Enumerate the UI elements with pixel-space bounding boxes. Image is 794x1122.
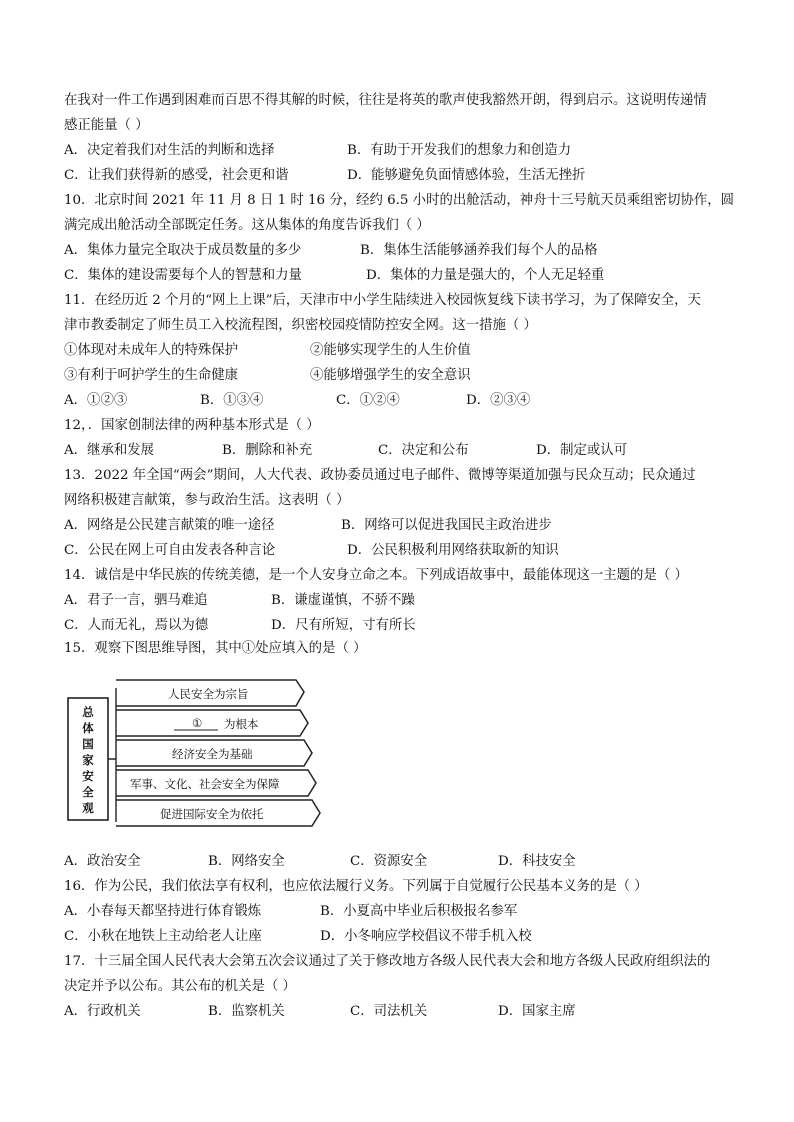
mind-map-root-text: 总体国家安全观 [82, 705, 94, 815]
q14-option-b: B．谦虚谨慎，不骄不躁 [271, 593, 415, 608]
q11-statement-3: ③有利于呵护学生的生命健康 [64, 368, 239, 383]
mind-map-box-2 [116, 710, 308, 736]
q11-option-b: B．①③④ [200, 393, 264, 408]
q9-option-b: B．有助于开发我们的想象力和创造力 [347, 143, 572, 158]
q16-stem: 16．作为公民，我们依法享有权利，也应依法履行义务。下列属于自觉履行公民基本义务的是（ ） [64, 879, 648, 894]
q10-stem-line1: 10．北京时间 2021 年 11 月 8 日 1 时 16 分，经约 6.5 小时的出舱活动，神舟十三号航天员乘组密切协作，圆 [64, 193, 735, 208]
q13-stem-line2: 网络积极建言献策，参与政治生活。这表明（ ） [64, 493, 350, 508]
q10-option-a: A．集体力量完全取决于成员数量的多少 [64, 243, 302, 258]
q13-option-c: C．公民在网上可自由发表各种言论 [64, 543, 276, 558]
q12-option-c: C．决定和公布 [378, 443, 469, 458]
q11-statement-2: ②能够实现学生的人生价值 [310, 343, 471, 358]
q11-statement-4: ④能够增强学生的安全意识 [310, 368, 471, 383]
q13-option-b: B．网络可以促进我国民主政治进步 [341, 518, 552, 533]
q9-option-c: C．让我们获得新的感受，社会更和谐 [64, 168, 289, 183]
q17-stem-line2: 决定并予以公布。其公布的机关是（ ） [64, 979, 296, 994]
q13-stem-line1: 13．2022 年全国“两会”期间，人大代表、政协委员通过电子邮件、微博等渠道加强与民众互动；民众通过 [64, 468, 696, 483]
q16-option-b: B．小夏高中毕业后积极报名参军 [320, 904, 518, 919]
q11-stem-line1: 11．在经历近 2 个月的“网上上课”后，天津市中小学生陆续进入校园恢复线下读书学习，为了保障安全，天 [64, 293, 701, 308]
q11-statement-1: ①体现对未成年人的特殊保护 [64, 343, 239, 358]
q10-option-c: C．集体的建设需要每个人的智慧和力量 [64, 268, 302, 283]
q16-option-a: A．小春每天都坚持进行体育锻炼 [64, 904, 262, 919]
q16-option-c: C．小秋在地铁上主动给老人让座 [64, 929, 262, 944]
q12-option-d: D．制定或认可 [536, 443, 628, 458]
q12-option-b: B．删除和补充 [222, 443, 313, 458]
mind-map-blank-marker: ① [192, 716, 203, 730]
q14-option-d: D．尺有所短，寸有所长 [271, 618, 416, 633]
mind-map-svg [64, 676, 326, 836]
mind-map-item-3: 经济安全为基础 [172, 747, 253, 761]
q10-option-b: B．集体生活能够涵养我们每个人的品格 [360, 243, 598, 258]
q16-option-d: D．小冬响应学校倡议不带手机入校 [320, 929, 532, 944]
q9-option-a: A．决定着我们对生活的判断和选择 [64, 143, 275, 158]
q14-stem: 14．诚信是中华民族的传统美德，是一个人安身立命之本。下列成语故事中，最能体现这一主题的是（ ） [64, 568, 688, 583]
mind-map-bracket [108, 688, 116, 822]
q15-option-d: D．科技安全 [498, 854, 576, 869]
q12-stem: 12，．国家创制法律的两种基本形式是（ ） [64, 418, 320, 433]
q15-option-c: C．资源安全 [350, 854, 428, 869]
q12-option-a: A．继承和发展 [64, 443, 155, 458]
q9-stem-line1: 在我对一件工作遇到困难而百思不得其解的时候，往往是将英的歌声使我豁然开朗，得到启示。这说明传递情 [64, 93, 707, 108]
q14-option-a: A．君子一言，驷马难追 [64, 593, 208, 608]
q9-option-d: D．能够避免负面情感体验，生活无挫折 [347, 168, 586, 183]
q15-option-a: A．政治安全 [64, 854, 141, 869]
q17-option-d: D．国家主席 [498, 1004, 576, 1019]
q10-option-d: D．集体的力量是强大的，个人无足轻重 [366, 268, 605, 283]
q11-stem-line2: 津市教委制定了师生员工入校流程图，织密校园疫情防控安全网。这一措施（ ） [64, 318, 537, 333]
mind-map-diagram [64, 676, 326, 836]
q13-option-a: A．网络是公民建言献策的唯一途径 [64, 518, 275, 533]
q11-option-c: C．①②④ [336, 393, 400, 408]
q15-option-b: B．网络安全 [208, 854, 285, 869]
q13-option-d: D．公民积极利用网络获取新的知识 [347, 543, 559, 558]
mind-map-item-4: 军事、文化、社会安全为保障 [130, 777, 280, 791]
mind-map-item-1: 人民安全为宗旨 [168, 687, 249, 701]
q10-stem-line2: 满完成出舱活动全部既定任务。这从集体的角度告诉我们（ ） [64, 218, 430, 233]
q14-option-c: C．人而无礼，焉以为德 [64, 618, 209, 633]
q17-option-c: C．司法机关 [350, 1004, 428, 1019]
q11-option-d: D．②③④ [466, 393, 531, 408]
mind-map-item-5: 促进国际安全为依托 [160, 807, 264, 821]
q11-option-a: A．①②③ [64, 393, 128, 408]
q17-option-a: A．行政机关 [64, 1004, 141, 1019]
q17-option-b: B．监察机关 [208, 1004, 285, 1019]
mind-map-item-2: 为根本 [224, 717, 259, 731]
q9-stem-line2: 感正能量（ ） [64, 118, 149, 133]
q15-stem: 15．观察下图思维导图，其中①处应填入的是（ ） [64, 641, 367, 656]
q17-stem-line1: 17．十三届全国人民代表大会第五次会议通过了关于修改地方各级人民代表大会和地方各级人民政府组织法的 [64, 954, 711, 969]
